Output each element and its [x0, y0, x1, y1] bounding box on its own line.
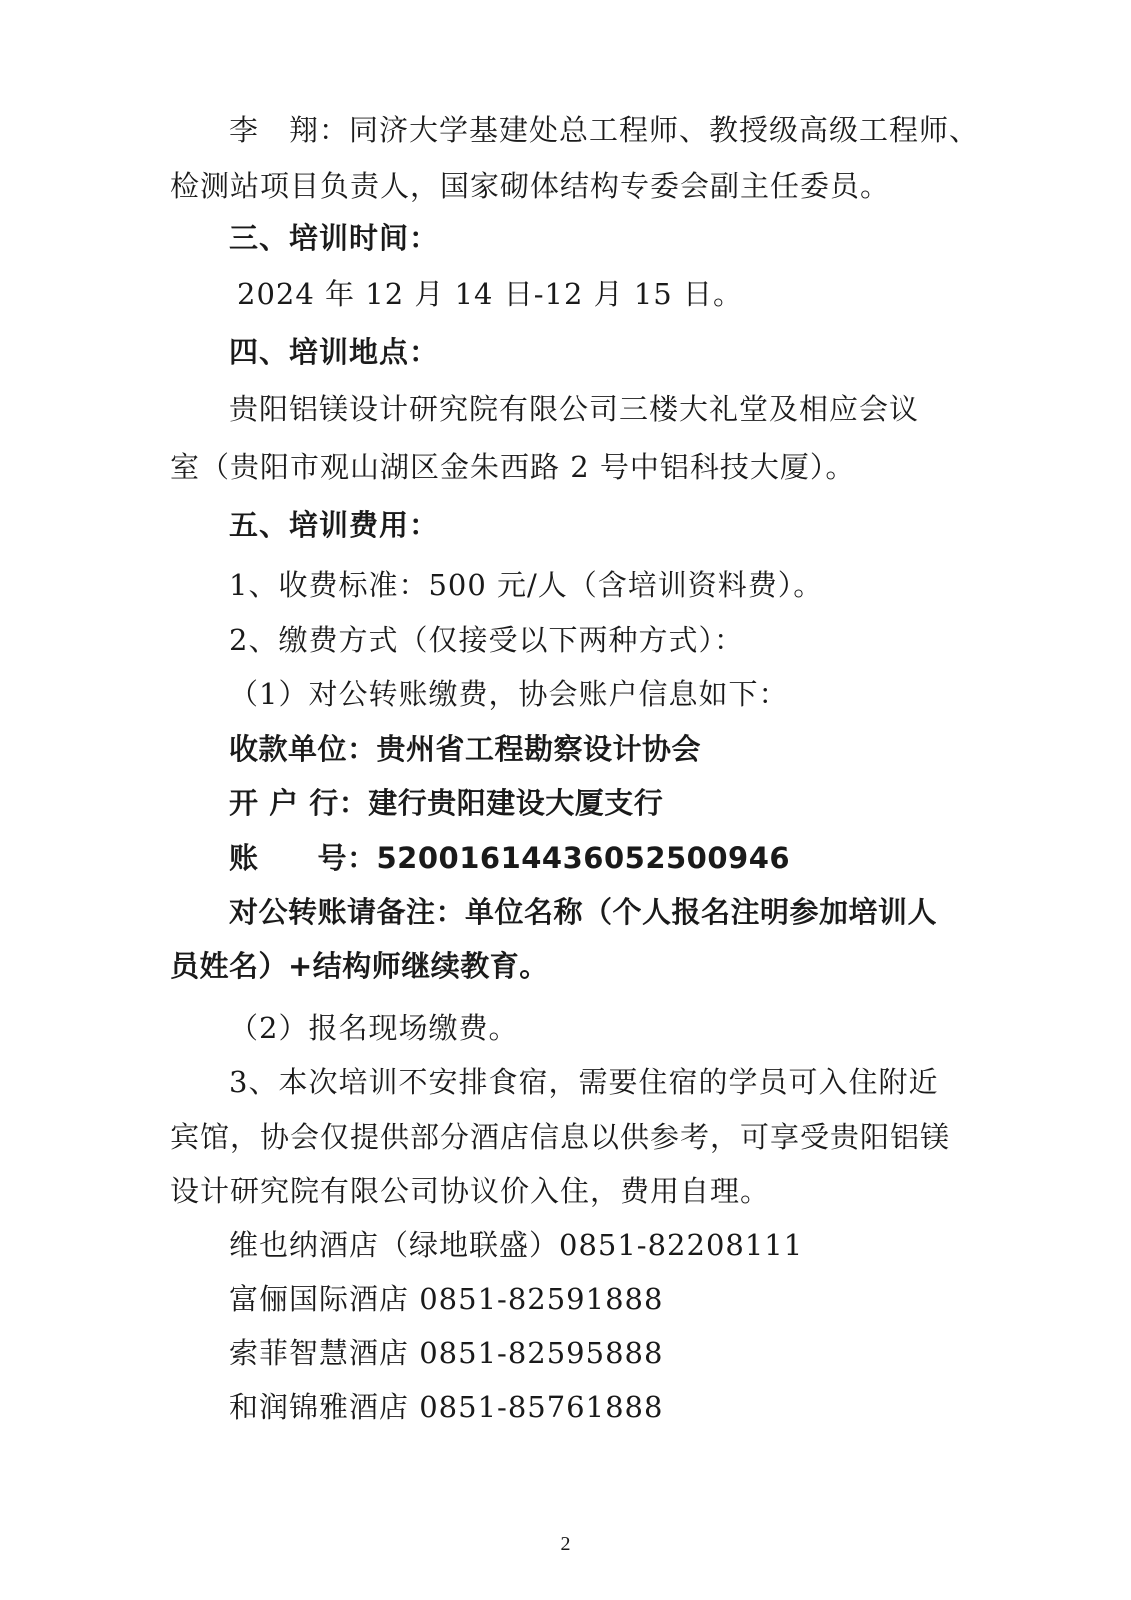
section-heading-training-time: 三、培训时间： [229, 221, 440, 255]
accommodation-line-1: 3、本次培训不安排食宿，需要住宿的学员可入住附近 [229, 1065, 939, 1099]
hotel-sofi: 索菲智慧酒店 0851-82595888 [229, 1336, 664, 1370]
hotel-herun: 和润锦雅酒店 0851-85761888 [229, 1390, 664, 1424]
instructor-li-xiang-line-2: 检测站项目负责人，国家砌体结构专委会副主任委员。 [170, 169, 891, 203]
payee-account-number: 账 号：52001614436052500946 [229, 841, 791, 875]
location-line-2: 室（贵阳市观山湖区金朱西路 2 号中铝科技大厦）。 [170, 450, 856, 484]
payment-method-transfer: （1）对公转账缴费，协会账户信息如下： [229, 677, 789, 711]
fee-standard: 1、收费标准：500 元/人（含培训资料费）。 [229, 568, 824, 602]
payment-method-onsite: （2）报名现场缴费。 [229, 1011, 519, 1045]
payee-name: 收款单位：贵州省工程勘察设计协会 [229, 732, 702, 766]
location-line-1: 贵阳铝镁设计研究院有限公司三楼大礼堂及相应会议 [229, 392, 920, 426]
transfer-remark-line-2: 员姓名）+结构师继续教育。 [170, 949, 549, 983]
instructor-li-xiang-line-1: 李 翔：同济大学基建处总工程师、教授级高级工程师、 [229, 113, 980, 147]
transfer-remark-line-1: 对公转账请备注：单位名称（个人报名注明参加培训人 [229, 895, 938, 929]
hotel-vienna: 维也纳酒店（绿地联盛）0851-82208111 [229, 1228, 804, 1262]
section-heading-training-location: 四、培训地点： [229, 335, 440, 369]
hotel-fuli: 富俪国际酒店 0851-82591888 [229, 1282, 664, 1316]
training-dates: 2024 年 12 月 14 日-12 月 15 日。 [237, 277, 743, 311]
accommodation-line-2: 宾馆，协会仅提供部分酒店信息以供参考，可享受贵阳铝镁 [170, 1120, 951, 1154]
accommodation-line-3: 设计研究院有限公司协议价入住，费用自理。 [170, 1174, 771, 1208]
payment-methods: 2、缴费方式（仅接受以下两种方式）： [229, 623, 744, 657]
section-heading-training-fees: 五、培训费用： [229, 508, 440, 542]
payee-bank: 开 户 行：建行贵阳建设大厦支行 [229, 786, 664, 820]
page-number: 2 [560, 1533, 571, 1555]
